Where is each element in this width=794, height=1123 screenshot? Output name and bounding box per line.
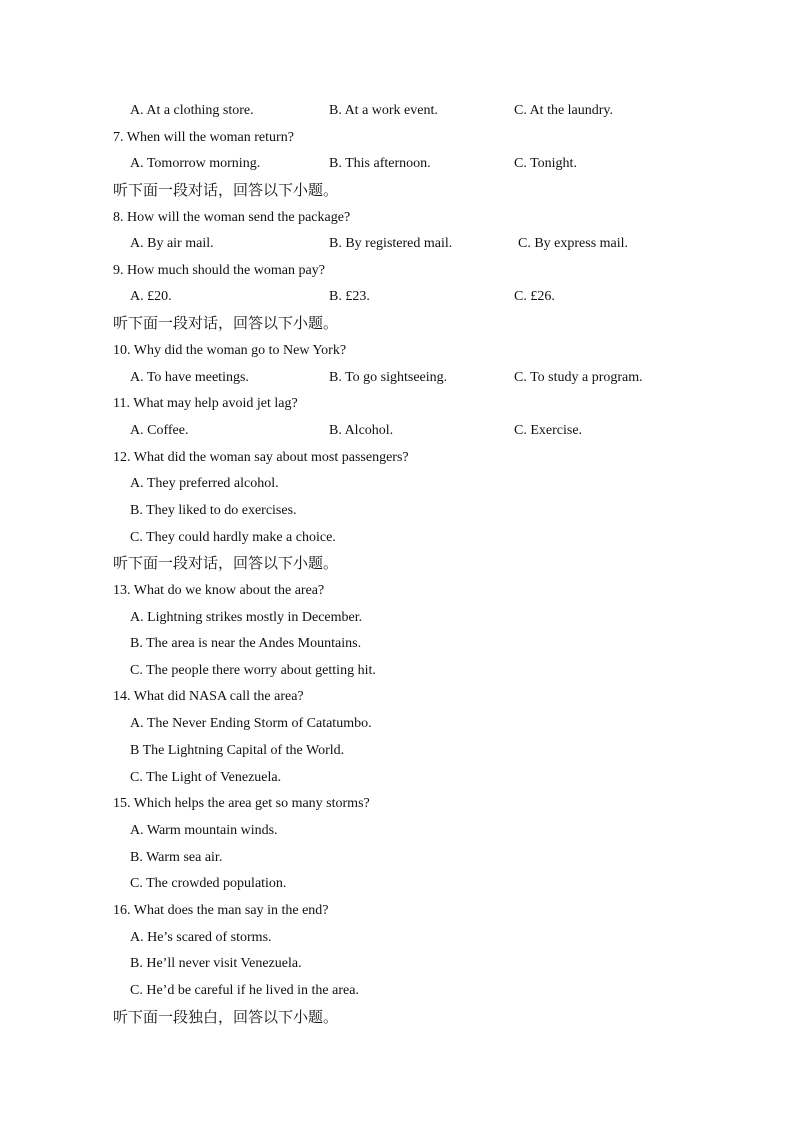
- q16-question: 16. What does the man say in the end?: [113, 903, 329, 918]
- q14-option-a: A. The Never Ending Storm of Catatumbo.: [130, 716, 372, 731]
- q16-option-b: B. He’ll never visit Venezuela.: [130, 956, 302, 971]
- section-header: 听下面一段独白，回答以下小题。: [113, 1008, 339, 1026]
- q13-question: 13. What do we know about the area?: [113, 583, 325, 598]
- q16-option-a: A. He’s scared of storms.: [130, 930, 272, 945]
- q13-option-a: A. Lightning strikes mostly in December.: [130, 610, 363, 625]
- section-header: 听下面一段对话，回答以下小题。: [113, 314, 339, 332]
- q13-option-c: C. The people there worry about getting hit.: [130, 663, 376, 678]
- q15-option-c: C. The crowded population.: [130, 876, 287, 891]
- q6-option-b: B. At a work event.: [329, 103, 438, 118]
- q9-option-c: C. £26.: [514, 289, 555, 304]
- q8-option-a: A. By air mail.: [130, 236, 214, 251]
- q7-question: 7. When will the woman return?: [113, 130, 294, 145]
- q8-option-b: B. By registered mail.: [329, 236, 453, 251]
- q14-option-b: B The Lightning Capital of the World.: [130, 743, 345, 758]
- q15-option-a: A. Warm mountain winds.: [130, 823, 278, 838]
- q7-option-a: A. Tomorrow morning.: [130, 156, 261, 171]
- q8-option-c: C. By express mail.: [518, 236, 629, 251]
- q15-question: 15. Which helps the area get so many storms?: [113, 796, 370, 811]
- q10-option-b: B. To go sightseeing.: [329, 370, 448, 385]
- q10-option-c: C. To study a program.: [514, 370, 643, 385]
- q12-option-b: B. They liked to do exercises.: [130, 503, 297, 518]
- q6-option-a: A. At a clothing store.: [130, 103, 254, 118]
- q16-option-c: C. He’d be careful if he lived in the area.: [130, 983, 359, 998]
- q10-option-a: A. To have meetings.: [130, 370, 249, 385]
- q9-option-a: A. £20.: [130, 289, 172, 304]
- q14-option-c: C. The Light of Venezuela.: [130, 770, 282, 785]
- q9-option-b: B. £23.: [329, 289, 370, 304]
- q15-option-b: B. Warm sea air.: [130, 850, 223, 865]
- q14-question: 14. What did NASA call the area?: [113, 689, 304, 704]
- q7-option-c: C. Tonight.: [514, 156, 577, 171]
- q13-option-b: B. The area is near the Andes Mountains.: [130, 636, 362, 651]
- q10-question: 10. Why did the woman go to New York?: [113, 343, 347, 358]
- q11-question: 11. What may help avoid jet lag?: [113, 396, 298, 411]
- q11-option-b: B. Alcohol.: [329, 423, 394, 438]
- q11-option-c: C. Exercise.: [514, 423, 583, 438]
- section-header: 听下面一段对话，回答以下小题。: [113, 554, 339, 572]
- q6-option-c: C. At the laundry.: [514, 103, 614, 118]
- section-header: 听下面一段对话，回答以下小题。: [113, 181, 339, 199]
- q7-option-b: B. This afternoon.: [329, 156, 431, 171]
- q12-option-a: A. They preferred alcohol.: [130, 476, 279, 491]
- q12-option-c: C. They could hardly make a choice.: [130, 530, 336, 545]
- q11-option-a: A. Coffee.: [130, 423, 189, 438]
- q8-question: 8. How will the woman send the package?: [113, 210, 351, 225]
- q12-question: 12. What did the woman say about most passengers?: [113, 450, 409, 465]
- q9-question: 9. How much should the woman pay?: [113, 263, 325, 278]
